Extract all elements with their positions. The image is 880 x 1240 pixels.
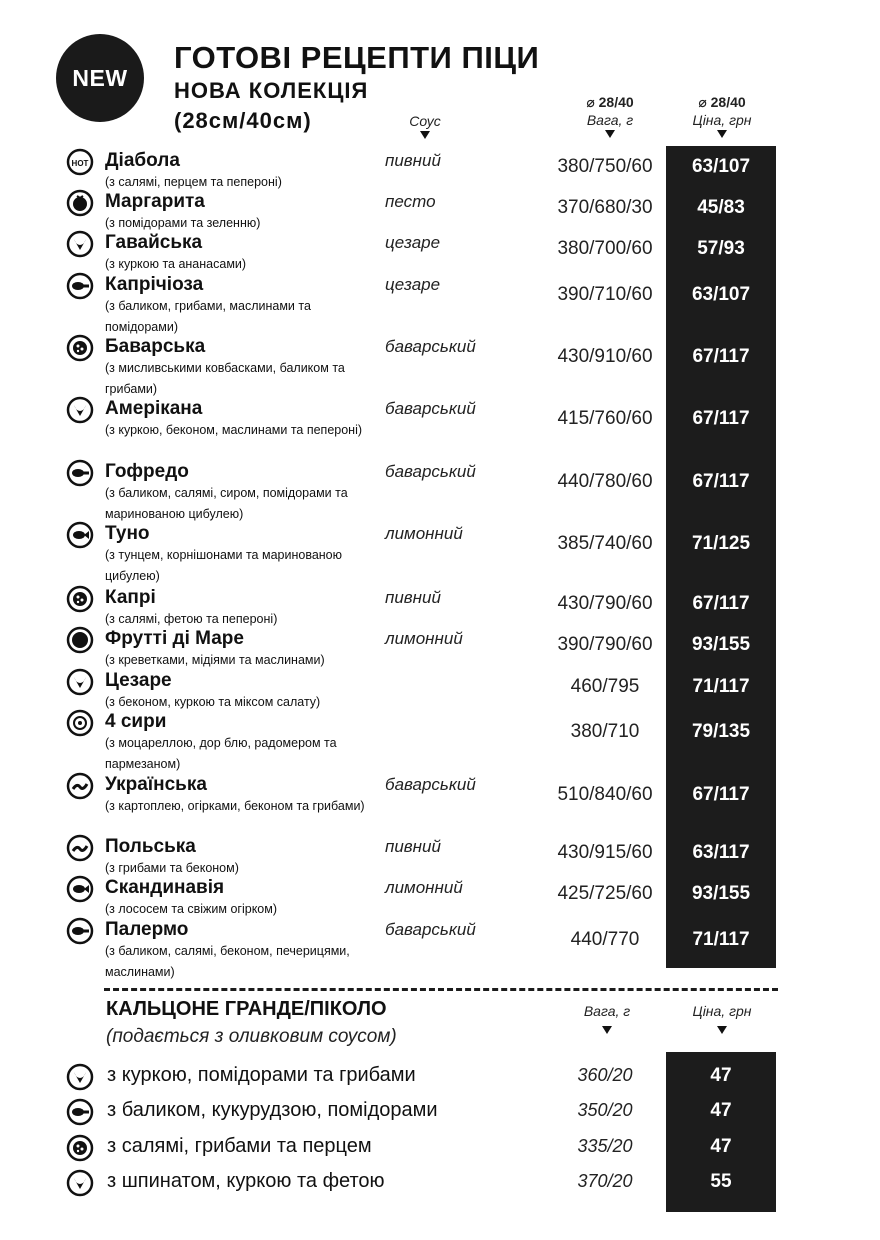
pizza-name: Гавайська bbox=[105, 232, 203, 253]
pizza-name: Українська bbox=[105, 774, 207, 795]
pizza-weight: 370/680/30 bbox=[557, 197, 653, 218]
pizza-weight: 430/790/60 bbox=[557, 593, 653, 614]
pizza-price: 67/117 bbox=[692, 471, 750, 492]
pizza-description: (з беконом, куркою та міксом салату) bbox=[105, 695, 321, 709]
pizza-description: (з куркою та ананасами) bbox=[105, 257, 247, 271]
pizza-name: Маргарита bbox=[105, 191, 205, 212]
calzone-name: з куркою, помідорами та грибами bbox=[107, 1064, 416, 1086]
pizza-description: (з моцареллою, дор блю, радомером та пармезаном) bbox=[105, 736, 337, 771]
pizza-weight: 440/770 bbox=[570, 929, 640, 950]
column-header-price-size: 28/40 bbox=[710, 94, 746, 110]
pizza-description: (з салямі, перцем та пепероні) bbox=[105, 175, 282, 189]
column-header-sauce bbox=[390, 112, 460, 139]
calzone-name: з салямі, грибами та перцем bbox=[107, 1135, 372, 1157]
salami-icon bbox=[66, 334, 94, 362]
pizza-price: 63/117 bbox=[692, 842, 750, 863]
ham-icon bbox=[66, 272, 94, 300]
pizza-sauce: песто bbox=[385, 192, 436, 211]
pizza-sauce: цезаре bbox=[385, 275, 441, 294]
pizza-price: 63/107 bbox=[691, 284, 751, 305]
chicken-icon bbox=[66, 396, 94, 424]
pizza-description: (з салямі, фетою та пепероні) bbox=[105, 612, 278, 626]
pizza-weight: 460/795 bbox=[570, 676, 640, 697]
pizza-name: Туно bbox=[105, 523, 150, 544]
pizza-weight: 510/840/60 bbox=[557, 784, 653, 805]
pizza-weight: 425/725/60 bbox=[557, 883, 653, 904]
cheese-icon bbox=[66, 709, 94, 737]
pizza-price: 63/107 bbox=[691, 156, 751, 177]
pizza-weight: 380/750/60 bbox=[557, 156, 653, 177]
down-arrow-icon bbox=[717, 1026, 727, 1034]
column-header-weight-label: Вага, г bbox=[586, 112, 634, 128]
pizza-description: (з картоплею, огірками, беконом та грибами) bbox=[105, 799, 365, 813]
size-note: (28см/40см) bbox=[174, 108, 312, 133]
calzone-title: КАЛЬЦОНЕ ГРАНДЕ/ПІКОЛО bbox=[106, 998, 387, 1020]
pizza-price: 79/135 bbox=[691, 721, 751, 742]
calzone-name: з шпинатом, куркою та фетою bbox=[107, 1170, 385, 1192]
pizza-description: (з баликом, грибами, маслинами та помідорами) bbox=[105, 299, 311, 334]
pizza-name: Цезаре bbox=[105, 670, 172, 691]
calzone-column-header-weight bbox=[557, 1002, 657, 1034]
pizza-name: Баварська bbox=[105, 336, 206, 357]
pizza-weight: 415/760/60 bbox=[557, 408, 653, 429]
column-header-weight bbox=[560, 93, 660, 138]
pizza-sauce: лимонний bbox=[385, 629, 463, 648]
pizza-sauce: пивний bbox=[385, 837, 441, 856]
pizza-price: 67/117 bbox=[692, 346, 750, 367]
pizza-description: (з баликом, салямі, беконом, печерицями, маслинами) bbox=[105, 944, 350, 979]
chicken-icon bbox=[66, 1063, 94, 1091]
pizza-description: (з тунцем, корнішонами та маринованою цибулею) bbox=[105, 548, 342, 583]
column-header-price bbox=[672, 93, 772, 138]
pizza-price: 71/125 bbox=[691, 533, 751, 554]
ham-icon bbox=[66, 459, 94, 487]
pizza-name: Скандинавія bbox=[105, 877, 225, 898]
pizza-name: 4 сири bbox=[105, 711, 167, 732]
new-badge: NEW bbox=[56, 34, 144, 122]
page-subtitle: НОВА КОЛЕКЦІЯ bbox=[174, 78, 369, 103]
pizza-name: Фрутті ді Маре bbox=[105, 628, 244, 649]
section-divider bbox=[104, 988, 778, 991]
calzone-price: 47 bbox=[710, 1065, 732, 1086]
tomato-icon bbox=[66, 189, 94, 217]
pizza-description: (з мисливськими ковбасками, баликом та грибами) bbox=[105, 361, 345, 396]
fish-icon bbox=[66, 875, 94, 903]
page-title: ГОТОВІ РЕЦЕПТИ ПІЦИ bbox=[174, 40, 540, 75]
calzone-price: 47 bbox=[710, 1100, 732, 1121]
bacon-icon bbox=[66, 772, 94, 800]
salami-icon bbox=[66, 585, 94, 613]
down-arrow-icon bbox=[605, 130, 615, 138]
pizza-description: (з лососем та свіжим огірком) bbox=[105, 902, 278, 916]
salami-icon bbox=[66, 1134, 94, 1162]
pizza-sauce: цезаре bbox=[385, 233, 441, 252]
chicken-icon bbox=[66, 230, 94, 258]
pizza-weight: 380/710 bbox=[570, 721, 640, 742]
column-header-weight-size: 28/40 bbox=[598, 94, 634, 110]
calzone-weight: 370/20 bbox=[577, 1171, 633, 1191]
pizza-price: 67/117 bbox=[692, 593, 750, 614]
pizza-price: 93/155 bbox=[691, 634, 751, 655]
pizza-weight: 430/910/60 bbox=[557, 346, 653, 367]
pizza-sauce: баварський bbox=[385, 462, 476, 481]
calzone-weight: 335/20 bbox=[577, 1136, 633, 1156]
pizza-weight: 380/700/60 bbox=[557, 238, 653, 259]
diameter-icon: ⌀ bbox=[698, 94, 707, 110]
pizza-sauce: пивний bbox=[385, 588, 441, 607]
pizza-description: (з помідорами та зеленню) bbox=[105, 216, 261, 230]
pizza-weight: 390/790/60 bbox=[557, 634, 653, 655]
ham-icon bbox=[66, 1098, 94, 1126]
svg-text:HOT: HOT bbox=[71, 159, 89, 168]
pizza-sauce: баварський bbox=[385, 775, 476, 794]
pizza-sauce: пивний bbox=[385, 151, 441, 170]
pizza-name: Капрі bbox=[105, 587, 156, 608]
calzone-column-header-weight-label: Вага, г bbox=[583, 1003, 631, 1019]
pizza-price: 71/117 bbox=[692, 676, 750, 697]
pizza-name: Діабола bbox=[105, 150, 180, 171]
pizza-price: 67/117 bbox=[692, 408, 750, 429]
pizza-description: (з грибами та беконом) bbox=[105, 861, 239, 875]
pizza-description: (з баликом, салямі, сиром, помідорами та маринованою цибулею) bbox=[105, 486, 348, 521]
pizza-weight: 390/710/60 bbox=[557, 284, 653, 305]
pizza-sauce: баварський bbox=[385, 920, 476, 939]
calzone-column-header-price bbox=[672, 1002, 772, 1034]
down-arrow-icon bbox=[717, 130, 727, 138]
down-arrow-icon bbox=[420, 131, 430, 139]
pizza-price: 93/155 bbox=[691, 883, 751, 904]
calzone-subtitle: (подається з оливковим соусом) bbox=[106, 1026, 397, 1047]
ham-icon bbox=[66, 917, 94, 945]
column-header-price-label: Ціна, грн bbox=[692, 112, 752, 128]
pizza-sauce: баварський bbox=[385, 337, 476, 356]
pizza-price: 71/117 bbox=[692, 929, 750, 950]
pizza-weight: 440/780/60 bbox=[557, 471, 653, 492]
pizza-sauce: баварський bbox=[385, 399, 476, 418]
pizza-sauce: лимонний bbox=[385, 524, 463, 543]
seafood-icon bbox=[66, 626, 94, 654]
calzone-price: 55 bbox=[710, 1171, 732, 1192]
pizza-price: 57/93 bbox=[697, 238, 745, 259]
fish-icon bbox=[66, 521, 94, 549]
calzone-weight: 360/20 bbox=[577, 1065, 633, 1085]
chicken-icon bbox=[66, 668, 94, 696]
calzone-column-header-price-label: Ціна, грн bbox=[692, 1003, 752, 1019]
column-header-sauce-label: Соус bbox=[409, 113, 441, 129]
down-arrow-icon bbox=[602, 1026, 612, 1034]
pizza-weight: 430/915/60 bbox=[557, 842, 653, 863]
calzone-name: з баликом, кукурудзою, помідорами bbox=[107, 1099, 438, 1121]
calzone-price: 47 bbox=[710, 1136, 732, 1157]
chicken-icon bbox=[66, 1169, 94, 1197]
pizza-sauce: лимонний bbox=[385, 878, 463, 897]
pizza-description: (з куркою, беконом, маслинами та пепероні) bbox=[105, 423, 363, 437]
bacon-icon bbox=[66, 834, 94, 862]
pizza-description: (з креветками, мідіями та маслинами) bbox=[105, 653, 325, 667]
pizza-name: Амерікана bbox=[105, 398, 203, 419]
pizza-weight: 385/740/60 bbox=[557, 533, 653, 554]
pizza-name: Капрічіоза bbox=[105, 274, 204, 295]
pizza-name: Польська bbox=[105, 836, 196, 857]
pizza-price: 67/117 bbox=[692, 784, 750, 805]
pizza-name: Палермо bbox=[105, 919, 189, 940]
pizza-name: Гофредо bbox=[105, 461, 189, 482]
diameter-icon: ⌀ bbox=[586, 94, 595, 110]
calzone-weight: 350/20 bbox=[577, 1100, 633, 1120]
pizza-price: 45/83 bbox=[697, 197, 745, 218]
hot-pepper-icon bbox=[66, 148, 94, 176]
